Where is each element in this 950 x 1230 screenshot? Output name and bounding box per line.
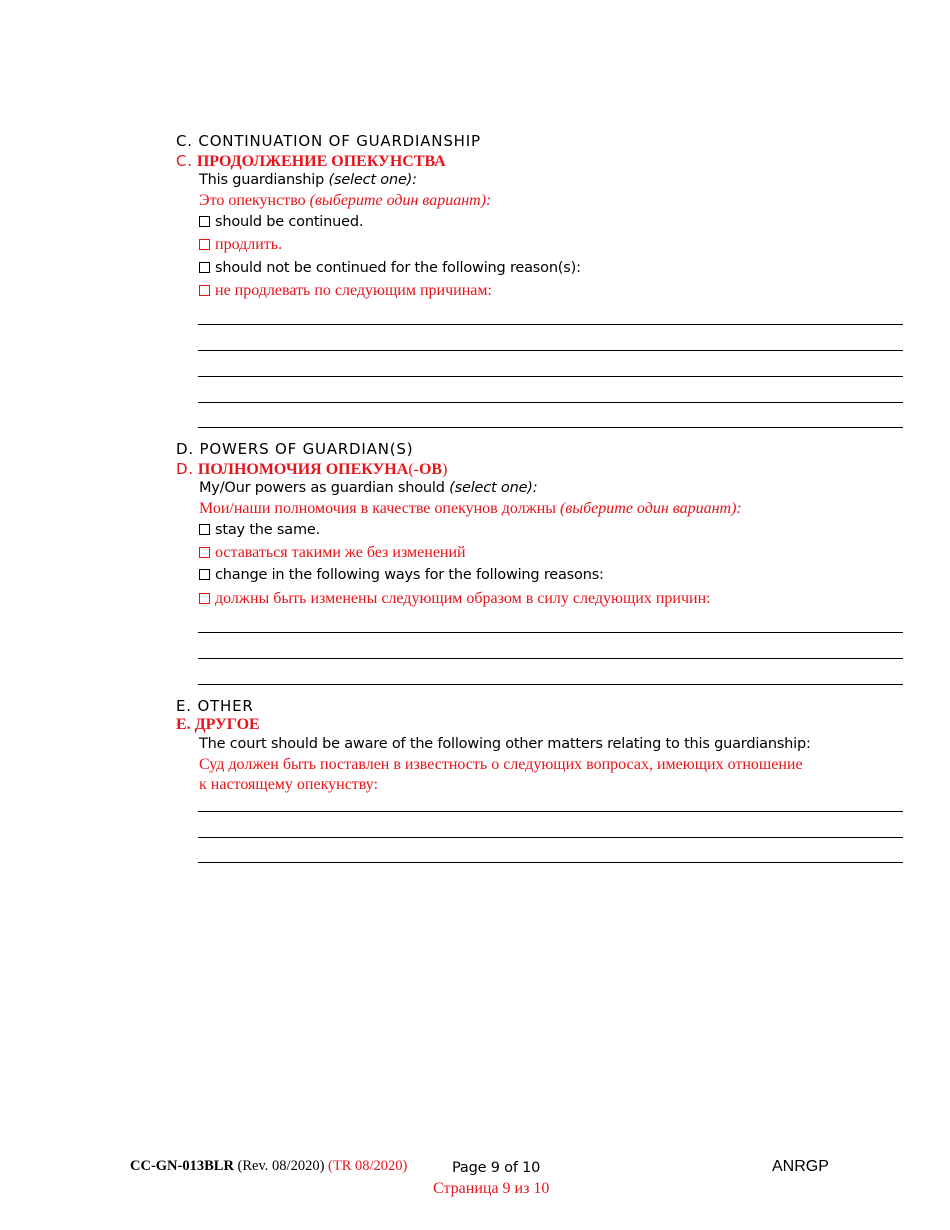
section-d-prompt-ru: Мои/наши полномочия в качестве опекунов должны (выберите один вариант): bbox=[199, 500, 742, 517]
section-c-heading-ru: C. ПРОДОЛЖЕНИЕ ОПЕКУНСТВА bbox=[176, 152, 446, 170]
section-e-prompt-ru-line2: к настоящему опекунству: bbox=[199, 776, 379, 793]
change-option-en[interactable]: change in the following ways for the following reasons: bbox=[199, 567, 604, 583]
continue-option-ru[interactable]: продлить. bbox=[199, 236, 282, 254]
section-d-prompt-en: My/Our powers as guardian should (select one): bbox=[199, 480, 538, 496]
section-c-prompt-ru: Это опекунство (выберите один вариант): bbox=[199, 192, 492, 209]
checkbox-icon[interactable] bbox=[199, 262, 210, 273]
section-c-prompt-en: This guardianship (select one): bbox=[199, 172, 417, 188]
checkbox-icon[interactable] bbox=[199, 239, 210, 250]
reason-line[interactable] bbox=[198, 402, 903, 403]
reason-line[interactable] bbox=[198, 350, 903, 351]
other-matters-line[interactable] bbox=[198, 811, 903, 812]
checkbox-icon[interactable] bbox=[199, 285, 210, 296]
reason-line[interactable] bbox=[198, 376, 903, 377]
checkbox-icon[interactable] bbox=[199, 216, 210, 227]
page-number-en: Page 9 of 10 bbox=[452, 1160, 541, 1176]
page-number-ru: Страница 9 из 10 bbox=[433, 1180, 550, 1197]
other-matters-line[interactable] bbox=[198, 862, 903, 863]
change-reason-line[interactable] bbox=[198, 684, 903, 685]
section-e-prompt-ru-line1: Суд должен быть поставлен в известность о следующих вопросах, имеющих отношение bbox=[199, 756, 803, 773]
form-code-right: ANRGP bbox=[772, 1158, 829, 1175]
continue-option-en[interactable]: should be continued. bbox=[199, 214, 363, 230]
reason-line[interactable] bbox=[198, 427, 903, 428]
checkbox-icon[interactable] bbox=[199, 524, 210, 535]
change-reason-line[interactable] bbox=[198, 658, 903, 659]
checkbox-icon[interactable] bbox=[199, 547, 210, 558]
stay-same-option-ru[interactable]: оставаться такими же без изменений bbox=[199, 544, 466, 562]
discontinue-option-en[interactable]: should not be continued for the following reason(s): bbox=[199, 260, 581, 276]
section-d-heading-ru: D. ПОЛНОМОЧИЯ ОПЕКУНА(-ОВ) bbox=[176, 460, 448, 478]
section-e-prompt-en: The court should be aware of the following other matters relating to this guardianship: bbox=[199, 736, 811, 752]
checkbox-icon[interactable] bbox=[199, 593, 210, 604]
form-number: CC-GN-013BLR (Rev. 08/2020) (TR 08/2020) bbox=[130, 1158, 408, 1174]
section-e-heading-ru: E. ДРУГОЕ bbox=[176, 716, 260, 733]
checkbox-icon[interactable] bbox=[199, 569, 210, 580]
discontinue-option-ru[interactable]: не продлевать по следующим причинам: bbox=[199, 282, 492, 300]
stay-same-option-en[interactable]: stay the same. bbox=[199, 522, 320, 538]
other-matters-line[interactable] bbox=[198, 837, 903, 838]
change-option-ru[interactable]: должны быть изменены следующим образом в силу следующих причин: bbox=[199, 590, 711, 608]
section-e-heading-en: E. OTHER bbox=[176, 697, 254, 715]
section-c-heading-en: C. CONTINUATION OF GUARDIANSHIP bbox=[176, 132, 481, 150]
reason-line[interactable] bbox=[198, 324, 903, 325]
change-reason-line[interactable] bbox=[198, 632, 903, 633]
section-d-heading-en: D. POWERS OF GUARDIAN(S) bbox=[176, 440, 414, 458]
